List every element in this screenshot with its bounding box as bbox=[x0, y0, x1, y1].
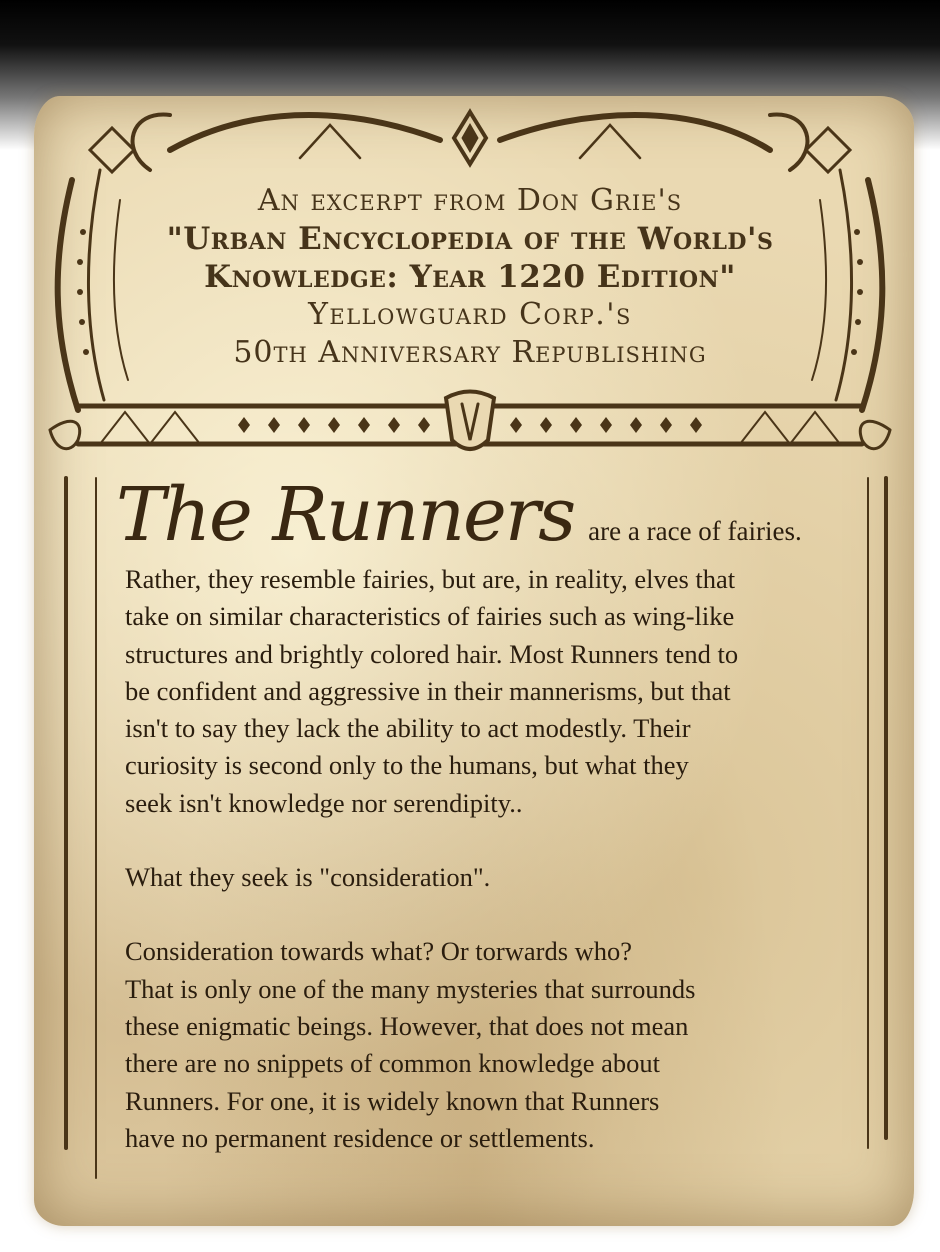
body-line: isn't to say they lack the ability to act modestly. Their bbox=[125, 713, 691, 744]
header-line-1: An excerpt from Don Grie's bbox=[257, 183, 683, 218]
body-line: That is only one of the many mysteries that surrounds bbox=[125, 973, 696, 1004]
body-line: Runners. For one, it is widely known that Runners bbox=[125, 1085, 660, 1116]
body-line: take on similar characteristics of fairies such as wing-like bbox=[125, 601, 735, 632]
body-line: seek isn't knowledge nor serendipity.. bbox=[125, 787, 523, 818]
article-body bbox=[125, 561, 855, 1157]
header-line-2: "Urban Encyclopedia of the World's bbox=[166, 221, 774, 257]
body-line: be confident and aggressive in their mannerisms, but that bbox=[125, 675, 731, 706]
body-line: What they seek is "consideration". bbox=[125, 862, 491, 893]
body-line: structures and brightly colored hair. Most Runners tend to bbox=[125, 638, 739, 669]
body-line: have no permanent residence or settlements. bbox=[125, 1122, 595, 1153]
excerpt-header bbox=[110, 182, 830, 372]
header-line-3: Knowledge: Year 1220 Edition" bbox=[204, 259, 736, 295]
article-title-row bbox=[116, 472, 802, 562]
paragraph-gap bbox=[125, 822, 855, 859]
body-line: there are no snippets of common knowledge about bbox=[125, 1048, 661, 1079]
body-line: Rather, they resemble fairies, but are, in reality, elves that bbox=[125, 564, 736, 594]
body-line: curiosity is second only to the humans, but what they bbox=[125, 750, 689, 781]
paragraph-gap bbox=[125, 896, 855, 933]
article-title: The Runners bbox=[116, 472, 575, 558]
body-line: Consideration towards what? Or torwards who? bbox=[125, 936, 633, 967]
article-lead: are a race of fairies. bbox=[588, 516, 802, 546]
header-line-5: 50th Anniversary Republishing bbox=[233, 335, 707, 370]
header-line-4: Yellowguard Corp.'s bbox=[308, 297, 632, 332]
body-line: these enigmatic beings. However, that does not mean bbox=[125, 1010, 689, 1041]
